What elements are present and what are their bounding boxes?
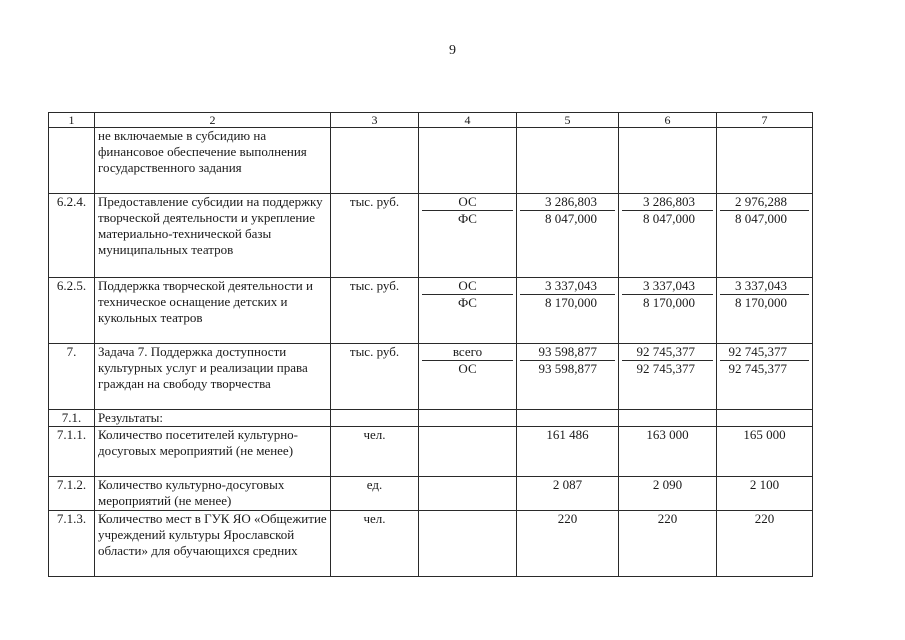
- value-col5: [517, 194, 619, 278]
- row-unit: тыс. руб.: [331, 278, 419, 344]
- row-unit: [331, 410, 419, 427]
- table-row: [49, 410, 813, 427]
- value-col5-value: 8 170,000: [520, 294, 615, 311]
- funding-source-value: ОС: [458, 194, 477, 209]
- value-col7: [717, 410, 813, 427]
- value-col6: [619, 410, 717, 427]
- page-number: 9: [449, 43, 456, 58]
- value-col7: [717, 278, 813, 344]
- row-name: Количество мест в ГУК ЯО «Общежитие учреждений культуры Ярославской области» для обучающихся средних: [95, 511, 331, 577]
- value-col7: [717, 427, 813, 477]
- value-col5-value: 3 337,043: [545, 278, 597, 293]
- value-col6: [619, 128, 717, 194]
- value-col7: [717, 128, 813, 194]
- value-col5-value: 220: [557, 511, 578, 526]
- column-header: 5: [517, 113, 619, 128]
- column-header: 6: [619, 113, 717, 128]
- funding-source: [419, 410, 517, 427]
- row-name: Количество культурно-досуговых мероприятий (не менее): [95, 477, 331, 511]
- row-name: Предоставление субсидии на поддержку творческой деятельности и укрепление материально-технической базы муниципальных театров: [95, 194, 331, 278]
- value-col7-value: 92 745,377: [720, 360, 809, 377]
- table-row: [49, 278, 813, 344]
- table-row: [49, 194, 813, 278]
- table-row: [49, 477, 813, 511]
- value-col7-value: 165 000: [743, 427, 786, 442]
- row-unit: ед.: [331, 477, 419, 511]
- funding-source-value: ОС: [458, 278, 477, 293]
- row-number: [49, 128, 95, 194]
- value-col5: [517, 410, 619, 427]
- value-col6: [619, 477, 717, 511]
- value-col5-value: 93 598,877: [520, 360, 615, 377]
- table-row: [49, 511, 813, 577]
- value-col6: [619, 278, 717, 344]
- row-name: Количество посетителей культурно-досуговых мероприятий (не менее): [95, 427, 331, 477]
- value-col5: [517, 128, 619, 194]
- value-col5: [517, 344, 619, 410]
- funding-source: [419, 128, 517, 194]
- column-header: 1: [49, 113, 95, 128]
- row-unit: [331, 128, 419, 194]
- funding-source: [419, 194, 517, 278]
- value-col5: [517, 511, 619, 577]
- value-col5: [517, 477, 619, 511]
- value-col7: [717, 511, 813, 577]
- row-number: 7.: [49, 344, 95, 410]
- funding-source: [419, 477, 517, 511]
- row-unit: чел.: [331, 427, 419, 477]
- funding-source-value: [422, 427, 513, 443]
- row-unit: чел.: [331, 511, 419, 577]
- value-col7: [717, 344, 813, 410]
- value-col5: [517, 427, 619, 477]
- value-col7-value: 92 745,377: [728, 344, 787, 359]
- funding-source-value: ОС: [422, 360, 513, 377]
- value-col6-value: 8 047,000: [622, 210, 713, 227]
- column-header: 2: [95, 113, 331, 128]
- program-table: [48, 112, 813, 577]
- row-unit: тыс. руб.: [331, 344, 419, 410]
- value-col7-value: 8 170,000: [720, 294, 809, 311]
- row-unit: тыс. руб.: [331, 194, 419, 278]
- table-row: [49, 128, 813, 194]
- row-name: не включаемые в субсидию на финансовое обеспечение выполнения государственного задания: [95, 128, 331, 194]
- value-col6-value: 163 000: [646, 427, 689, 442]
- value-col6: [619, 427, 717, 477]
- row-number: 7.1.1.: [49, 427, 95, 477]
- value-col6-value: 2 090: [652, 477, 683, 492]
- value-col7-value: 220: [754, 511, 775, 526]
- value-col5: [517, 278, 619, 344]
- value-col7-value: 2 100: [749, 477, 780, 492]
- row-number: 7.1.2.: [49, 477, 95, 511]
- column-header: 7: [717, 113, 813, 128]
- value-col7-value: 2 976,288: [735, 194, 787, 209]
- row-number: 6.2.4.: [49, 194, 95, 278]
- value-col6-value: 92 745,377: [622, 360, 713, 377]
- value-col7-value: 3 337,043: [735, 278, 787, 293]
- row-number: 7.1.3.: [49, 511, 95, 577]
- funding-source-value: ФС: [422, 210, 513, 227]
- value-col6: [619, 344, 717, 410]
- value-col6-value: 220: [657, 511, 678, 526]
- value-col6-value: 3 337,043: [643, 278, 695, 293]
- value-col5-value: 161 486: [546, 427, 589, 442]
- funding-source-value: ФС: [422, 294, 513, 311]
- row-name: Задача 7. Поддержка доступности культурных услуг и реализации права граждан на свободу творчества: [95, 344, 331, 410]
- column-header: 4: [419, 113, 517, 128]
- funding-source-value: [422, 477, 513, 493]
- row-name: Результаты:: [95, 410, 331, 427]
- funding-source: [419, 511, 517, 577]
- funding-source-value: всего: [452, 344, 483, 359]
- value-col6: [619, 511, 717, 577]
- value-col6-value: 3 286,803: [643, 194, 695, 209]
- value-col5-value: 8 047,000: [520, 210, 615, 227]
- table-row: [49, 427, 813, 477]
- funding-source: [419, 344, 517, 410]
- row-number: 7.1.: [49, 410, 95, 427]
- table-header-row: [49, 113, 813, 128]
- funding-source-value: [422, 511, 513, 527]
- row-number: 6.2.5.: [49, 278, 95, 344]
- value-col6-value: 92 745,377: [636, 344, 695, 359]
- value-col5-value: 3 286,803: [545, 194, 597, 209]
- funding-source: [419, 278, 517, 344]
- funding-source: [419, 427, 517, 477]
- table-row: [49, 344, 813, 410]
- value-col7-value: 8 047,000: [720, 210, 809, 227]
- row-name: Поддержка творческой деятельности и техническое оснащение детских и кукольных театров: [95, 278, 331, 344]
- value-col6: [619, 194, 717, 278]
- value-col7: [717, 477, 813, 511]
- column-header: 3: [331, 113, 419, 128]
- value-col5-value: 93 598,877: [538, 344, 597, 359]
- value-col7: [717, 194, 813, 278]
- value-col6-value: 8 170,000: [622, 294, 713, 311]
- value-col5-value: 2 087: [552, 477, 583, 492]
